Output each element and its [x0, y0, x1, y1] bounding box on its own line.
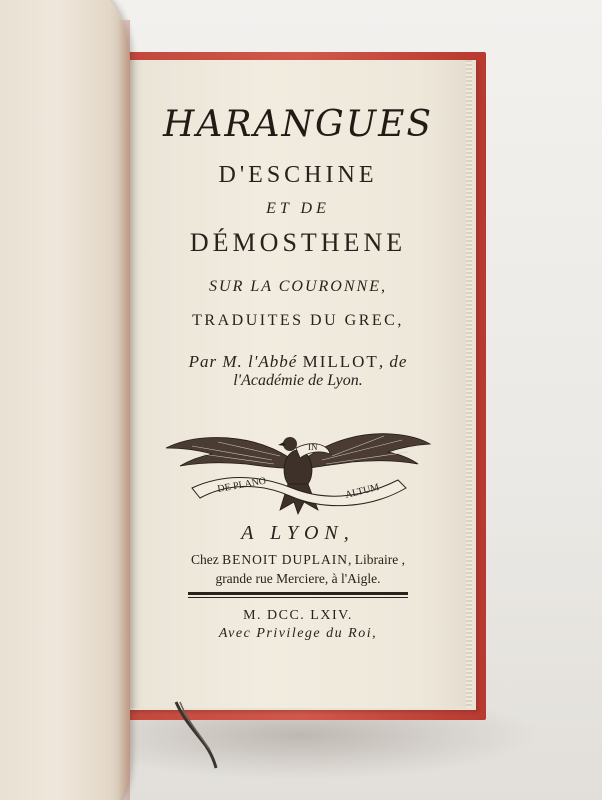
publisher-prefix: Chez [191, 552, 223, 567]
privilege-line: Avec Privilege du Roi, [218, 626, 378, 641]
motto-top: IN [308, 442, 318, 452]
title-page-text [126, 60, 470, 708]
publisher-address: grande rue Merciere, à l'Aigle. [215, 571, 381, 586]
title-line-traduites: TRADUITES DU GREC, [192, 312, 404, 329]
title-line-eschine: D'ESCHINE [218, 162, 378, 188]
double-rule-thin [188, 597, 408, 598]
left-cover-edge [118, 20, 130, 800]
eagle-emblem [162, 418, 434, 518]
affiliation-line: l'Académie de Lyon. [233, 372, 363, 389]
publisher-name: BENOIT DUPLAIN [222, 552, 348, 567]
author-suffix: , de [378, 352, 408, 371]
motto-left: DE PLANO [216, 475, 267, 495]
title-line-demosthene: DÉMOSTHENE [189, 228, 407, 257]
publisher-line [126, 552, 470, 568]
author-name: MILLOT [302, 352, 379, 371]
title-line-couronne: SUR LA COURONNE, [209, 278, 387, 295]
imprint-place: A LYON, [241, 522, 355, 544]
motto-right: ALTUM [344, 481, 381, 501]
title-line-et-de: ET DE [266, 200, 330, 217]
left-cover-board [0, 0, 130, 800]
bookmark-ribbon [170, 700, 220, 770]
imprint-year: M. DCC. LXIV. [243, 608, 353, 623]
author-line [126, 352, 470, 372]
book-title: HARANGUES [162, 104, 434, 145]
author-prefix: Par M. l'Abbé [188, 352, 303, 371]
double-rule-thick [188, 592, 408, 595]
publisher-suffix: , Libraire , [348, 552, 405, 567]
